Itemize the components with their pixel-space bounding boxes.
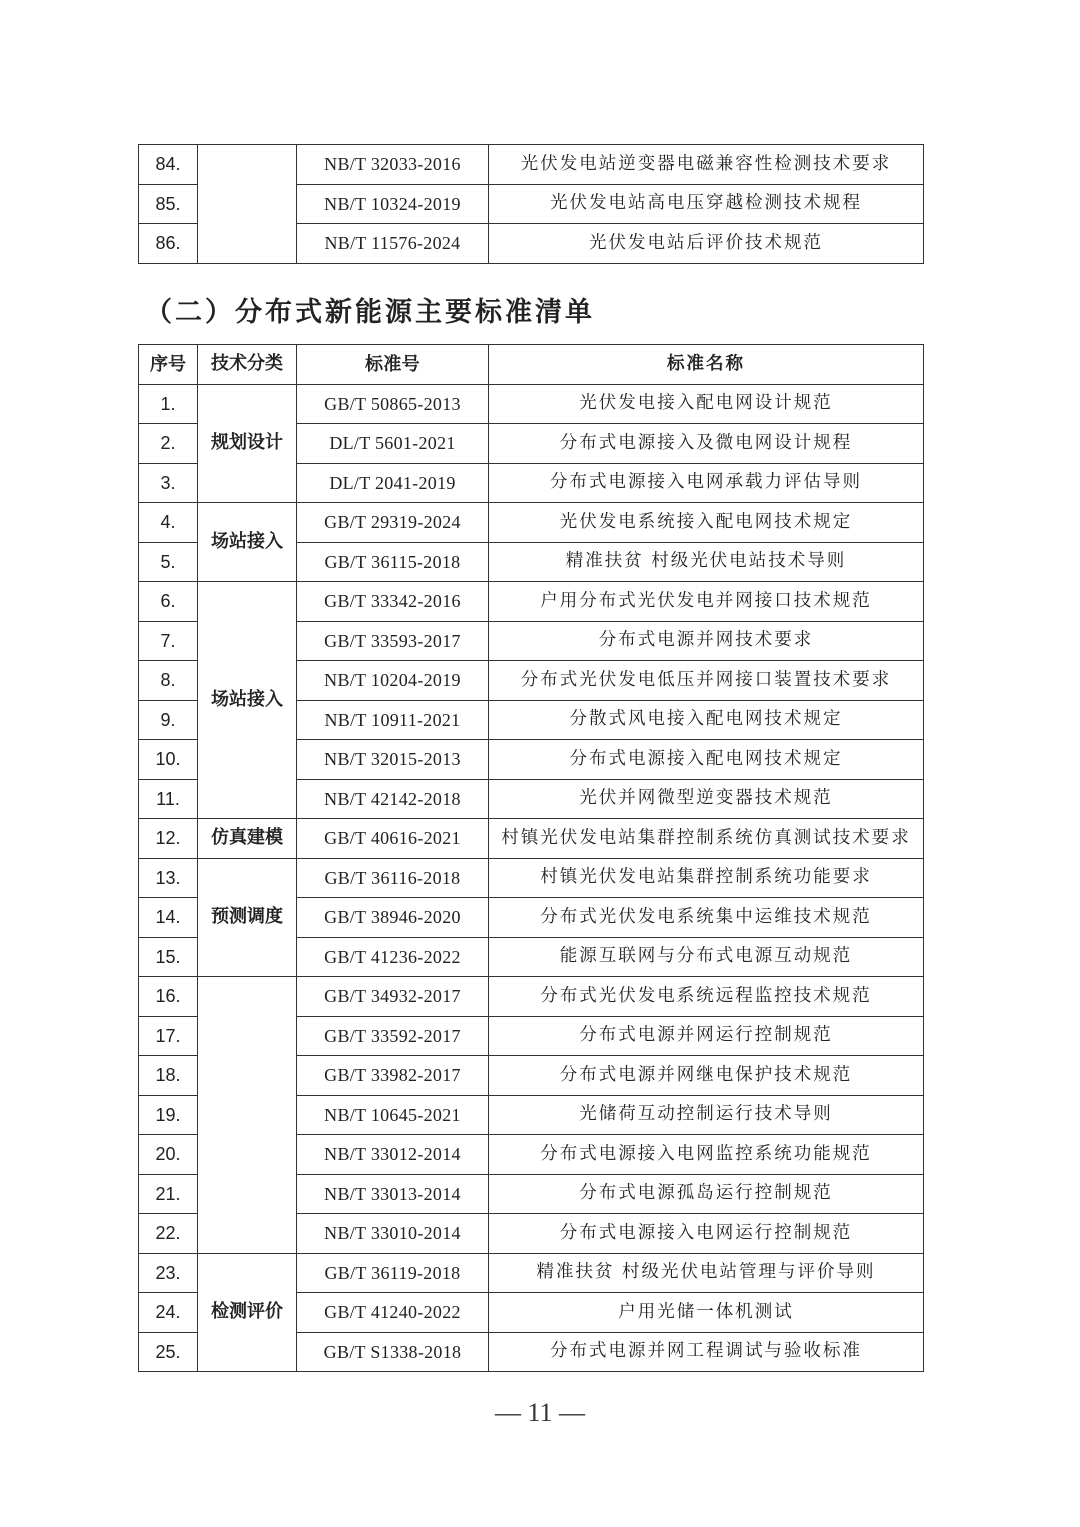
row-seq: 8. xyxy=(139,661,198,701)
category-station-access: 场站接入 xyxy=(198,582,297,819)
row-standard-number: GB/T S1338-2018 xyxy=(297,1332,489,1372)
row-standard-number: NB/T 10204-2019 xyxy=(297,661,489,701)
row-seq: 86. xyxy=(139,224,198,264)
row-seq: 11. xyxy=(139,779,198,819)
row-standard-number: NB/T 10645-2021 xyxy=(297,1095,489,1135)
row-seq: 3. xyxy=(139,463,198,503)
row-standard-number: NB/T 11576-2024 xyxy=(297,224,489,264)
table-row xyxy=(139,503,924,543)
section-heading: （二）分布式新能源主要标准清单 xyxy=(145,297,595,328)
row-standard-name: 分布式电源并网技术要求 xyxy=(489,621,924,661)
row-standard-number: GB/T 36116-2018 xyxy=(297,858,489,898)
row-standard-number: NB/T 33012-2014 xyxy=(297,1135,489,1175)
page-number: — 11 — xyxy=(494,1398,586,1427)
row-standard-name: 光伏发电接入配电网设计规范 xyxy=(489,384,924,424)
row-seq: 4. xyxy=(139,503,198,543)
row-standard-name: 分散式风电接入配电网技术规定 xyxy=(489,700,924,740)
table-row xyxy=(139,819,924,859)
row-standard-name: 户用分布式光伏发电并网接口技术规范 xyxy=(489,582,924,622)
row-seq: 23. xyxy=(139,1253,198,1293)
row-standard-number: NB/T 10911-2021 xyxy=(297,700,489,740)
row-standard-number: GB/T 33593-2017 xyxy=(297,621,489,661)
header-standard-number: 标准号 xyxy=(297,345,489,385)
row-standard-number: GB/T 29319-2024 xyxy=(297,503,489,543)
row-seq: 14. xyxy=(139,898,198,938)
table-row xyxy=(139,384,924,424)
row-seq: 22. xyxy=(139,1214,198,1254)
row-standard-number: NB/T 32015-2013 xyxy=(297,740,489,780)
row-seq: 17. xyxy=(139,1016,198,1056)
row-standard-number: GB/T 36115-2018 xyxy=(297,542,489,582)
row-seq: 10. xyxy=(139,740,198,780)
row-standard-number: NB/T 10324-2019 xyxy=(297,184,489,224)
row-seq: 84. xyxy=(139,145,198,185)
row-standard-number: DL/T 2041-2019 xyxy=(297,463,489,503)
row-standard-number: GB/T 33342-2016 xyxy=(297,582,489,622)
row-standard-name: 光伏发电站高电压穿越检测技术规程 xyxy=(489,184,924,224)
distributed-energy-standards-table xyxy=(138,344,924,1372)
row-standard-number: GB/T 50865-2013 xyxy=(297,384,489,424)
row-standard-name: 分布式电源接入及微电网设计规程 xyxy=(489,424,924,464)
category-unlabeled xyxy=(198,977,297,1254)
table-header-row xyxy=(139,345,924,385)
category-forecast-dispatch: 预测调度 xyxy=(198,858,297,977)
row-standard-name: 分布式电源孤岛运行控制规范 xyxy=(489,1174,924,1214)
row-standard-name: 光伏发电站逆变器电磁兼容性检测技术要求 xyxy=(489,145,924,185)
row-seq: 24. xyxy=(139,1293,198,1333)
row-standard-name: 光伏发电站后评价技术规范 xyxy=(489,224,924,264)
row-standard-name: 分布式电源并网工程调试与验收标准 xyxy=(489,1332,924,1372)
row-seq: 1. xyxy=(139,384,198,424)
row-seq: 6. xyxy=(139,582,198,622)
row-standard-name: 光伏发电系统接入配电网技术规定 xyxy=(489,503,924,543)
row-standard-name: 光伏并网微型逆变器技术规范 xyxy=(489,779,924,819)
row-standard-name: 分布式光伏发电系统集中运维技术规范 xyxy=(489,898,924,938)
row-seq: 5. xyxy=(139,542,198,582)
row-standard-number: DL/T 5601-2021 xyxy=(297,424,489,464)
row-seq: 13. xyxy=(139,858,198,898)
row-seq: 20. xyxy=(139,1135,198,1175)
row-seq: 85. xyxy=(139,184,198,224)
row-standard-name: 分布式电源接入电网运行控制规范 xyxy=(489,1214,924,1254)
row-standard-name: 分布式光伏发电低压并网接口装置技术要求 xyxy=(489,661,924,701)
row-standard-name: 分布式电源接入配电网技术规定 xyxy=(489,740,924,780)
category-station-access: 场站接入 xyxy=(198,503,297,582)
row-seq: 2. xyxy=(139,424,198,464)
category-simulation-modeling: 仿真建模 xyxy=(198,819,297,859)
header-seq: 序号 xyxy=(139,345,198,385)
row-standard-number: NB/T 33010-2014 xyxy=(297,1214,489,1254)
row-standard-name: 村镇光伏发电站集群控制系统仿真测试技术要求 xyxy=(489,819,924,859)
row-category xyxy=(198,145,297,264)
row-seq: 7. xyxy=(139,621,198,661)
table-row xyxy=(139,858,924,898)
row-seq: 16. xyxy=(139,977,198,1017)
row-standard-number: GB/T 36119-2018 xyxy=(297,1253,489,1293)
row-seq: 25. xyxy=(139,1332,198,1372)
row-standard-number: GB/T 34932-2017 xyxy=(297,977,489,1017)
row-seq: 21. xyxy=(139,1174,198,1214)
row-standard-number: GB/T 33982-2017 xyxy=(297,1056,489,1096)
row-standard-name: 分布式电源并网运行控制规范 xyxy=(489,1016,924,1056)
table-row xyxy=(139,582,924,622)
row-standard-name: 能源互联网与分布式电源互动规范 xyxy=(489,937,924,977)
row-standard-name: 光储荷互动控制运行技术导则 xyxy=(489,1095,924,1135)
row-standard-number: GB/T 41240-2022 xyxy=(297,1293,489,1333)
header-category: 技术分类 xyxy=(198,345,297,385)
row-standard-name: 精准扶贫 村级光伏电站技术导则 xyxy=(489,542,924,582)
row-standard-name: 精准扶贫 村级光伏电站管理与评价导则 xyxy=(489,1253,924,1293)
header-standard-name: 标准名称 xyxy=(489,345,924,385)
table-row xyxy=(139,145,924,185)
row-standard-name: 村镇光伏发电站集群控制系统功能要求 xyxy=(489,858,924,898)
category-testing-evaluation: 检测评价 xyxy=(198,1253,297,1372)
category-planning-design: 规划设计 xyxy=(198,384,297,503)
row-standard-number: NB/T 32033-2016 xyxy=(297,145,489,185)
standards-table-continued xyxy=(138,144,924,264)
row-seq: 18. xyxy=(139,1056,198,1096)
table-row xyxy=(139,1253,924,1293)
row-seq: 9. xyxy=(139,700,198,740)
row-seq: 15. xyxy=(139,937,198,977)
row-standard-number: GB/T 41236-2022 xyxy=(297,937,489,977)
row-standard-number: GB/T 38946-2020 xyxy=(297,898,489,938)
row-standard-number: GB/T 40616-2021 xyxy=(297,819,489,859)
row-standard-number: NB/T 42142-2018 xyxy=(297,779,489,819)
row-standard-name: 分布式电源接入电网承载力评估导则 xyxy=(489,463,924,503)
row-standard-name: 分布式电源接入电网监控系统功能规范 xyxy=(489,1135,924,1175)
table-row xyxy=(139,977,924,1017)
row-standard-name: 分布式光伏发电系统远程监控技术规范 xyxy=(489,977,924,1017)
row-standard-number: NB/T 33013-2014 xyxy=(297,1174,489,1214)
row-standard-number: GB/T 33592-2017 xyxy=(297,1016,489,1056)
row-standard-name: 分布式电源并网继电保护技术规范 xyxy=(489,1056,924,1096)
row-seq: 19. xyxy=(139,1095,198,1135)
row-standard-name: 户用光储一体机测试 xyxy=(489,1293,924,1333)
row-seq: 12. xyxy=(139,819,198,859)
